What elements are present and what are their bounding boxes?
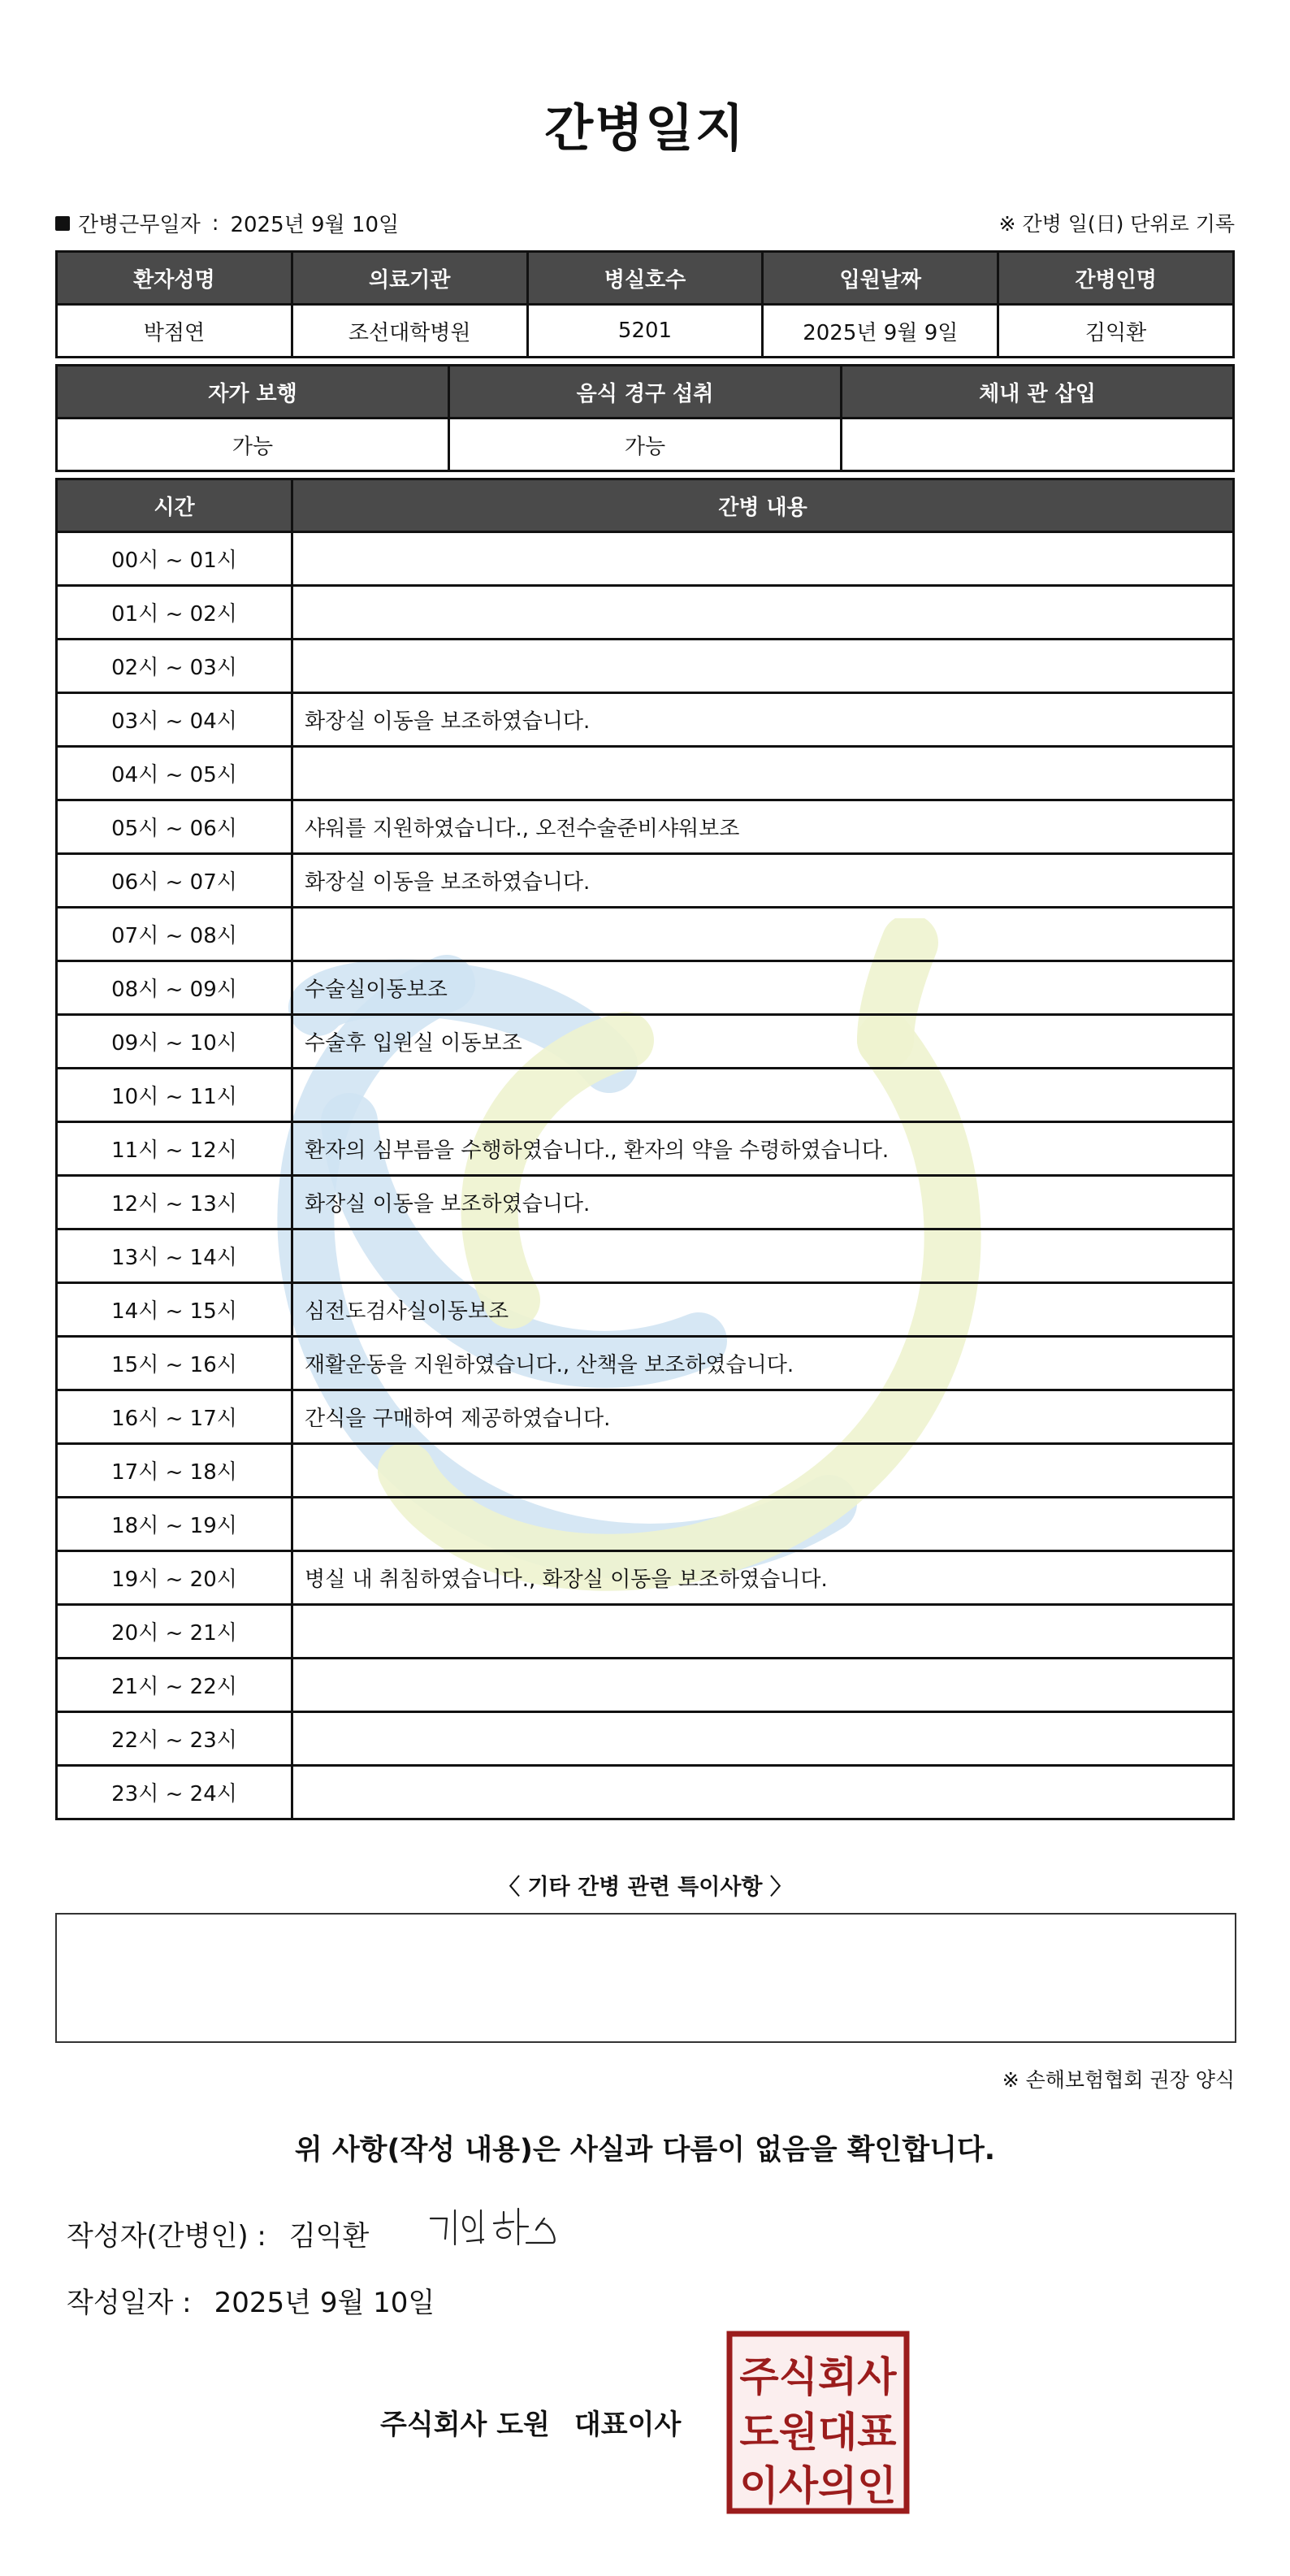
log-content-cell [292,747,1234,800]
table-row [57,1283,1234,1337]
table-row [57,1712,1234,1766]
room-number: 5201 [527,305,763,358]
log-content-cell [292,1712,1234,1766]
log-content-cell: 간식을 구매하여 제공하였습니다. [292,1390,1234,1444]
log-time-cell: 04시 ~ 05시 [57,747,292,800]
log-time-cell: 01시 ~ 02시 [57,586,292,640]
writer-name: 김익환 [288,2220,370,2253]
log-time-cell: 11시 ~ 12시 [57,1122,292,1176]
log-time-cell: 19시 ~ 20시 [57,1551,292,1605]
company-seal-stamp [726,2331,910,2514]
log-content-cell: 샤워를 지원하였습니다., 오전수술준비샤워보조 [292,800,1234,854]
log-time-cell: 05시 ~ 06시 [57,800,292,854]
table-row [57,961,1234,1015]
table-row [57,1176,1234,1229]
log-time-cell: 17시 ~ 18시 [57,1444,292,1498]
care-log-table [55,478,1235,1820]
log-header-content: 간병 내용 [292,479,1234,532]
written-date-line [67,2280,435,2320]
log-content-cell [292,1069,1234,1122]
work-date-value: 2025년 9월 10일 [230,213,400,237]
table-row [57,1015,1234,1069]
table-row [57,640,1234,693]
table-row [57,586,1234,640]
patient-name: 박점연 [57,305,292,358]
log-time-cell: 12시 ~ 13시 [57,1176,292,1229]
table-row [57,1659,1234,1712]
log-time-cell: 02시 ~ 03시 [57,640,292,693]
square-bullet-icon [55,216,70,231]
written-date-value: 2025년 9월 10일 [214,2287,435,2319]
info-header-patient-name: 환자성명 [57,252,292,305]
company-representative: 대표이사 [574,2409,682,2441]
log-header-time: 시간 [57,479,292,532]
writer-line [67,2214,369,2253]
notes-title: 〈 기타 간병 관련 특이사항 〉 [498,1875,792,1900]
confirmation-statement: 위 사항(작성 내용)은 사실과 다름이 없음을 확인합니다. [294,2134,996,2166]
log-content-cell: 재활운동을 지원하였습니다., 산책을 보조하였습니다. [292,1337,1234,1390]
seal-line-1: 주식회사 [739,2353,897,2400]
log-content-cell [292,1659,1234,1712]
log-content-cell: 수술후 입원실 이동보조 [292,1015,1234,1069]
log-time-cell: 10시 ~ 11시 [57,1069,292,1122]
table-row [57,1551,1234,1605]
patient-info-table [55,250,1235,358]
table-row [57,1122,1234,1176]
page-title: 간병일지 [544,98,746,158]
table-row [57,532,1234,586]
info-header-room: 병실호수 [527,252,763,305]
log-time-cell: 06시 ~ 07시 [57,854,292,908]
log-content-cell [292,1444,1234,1498]
writer-label: 작성자(간병인) : [67,2220,266,2253]
log-time-cell: 23시 ~ 24시 [57,1766,292,1819]
table-row [57,1069,1234,1122]
status-header-walking: 자가 보행 [57,366,449,418]
table-row [57,1605,1234,1659]
handwritten-signature [422,2194,569,2267]
log-time-cell: 07시 ~ 08시 [57,908,292,961]
log-content-cell [292,1605,1234,1659]
status-tube [842,418,1234,471]
admission-date: 2025년 9월 9일 [763,305,998,358]
log-time-cell: 21시 ~ 22시 [57,1659,292,1712]
seal-line-3: 이사의인 [739,2461,897,2509]
table-row [57,1229,1234,1283]
log-content-cell [292,1229,1234,1283]
info-header-caregiver: 간병인명 [998,252,1234,305]
log-content-cell [292,586,1234,640]
company-line [380,2402,681,2442]
info-header-hospital: 의료기관 [292,252,527,305]
work-date-label: 간병근무일자 [78,213,201,237]
work-date-line [55,208,399,238]
log-content-cell: 화장실 이동을 보조하였습니다. [292,854,1234,908]
status-oral-intake: 가능 [449,418,842,471]
table-row [57,1498,1234,1551]
unit-note: ※ 간병 일(日) 단위로 기록 [998,212,1235,236]
table-row [57,1390,1234,1444]
hospital-name: 조선대학병원 [292,305,527,358]
status-walking: 가능 [57,418,449,471]
status-header-tube: 체내 관 삽입 [842,366,1234,418]
log-content-cell: 수술실이동보조 [292,961,1234,1015]
log-content-cell [292,532,1234,586]
patient-status-table [55,364,1235,472]
log-content-cell: 화장실 이동을 보조하였습니다. [292,693,1234,747]
log-time-cell: 20시 ~ 21시 [57,1605,292,1659]
form-source-note: ※ 손해보험협회 권장 양식 [1002,2068,1235,2092]
seal-line-2: 도원대표 [739,2408,897,2456]
log-time-cell: 22시 ~ 23시 [57,1712,292,1766]
log-time-cell: 00시 ~ 01시 [57,532,292,586]
caregiver-name: 김익환 [998,305,1234,358]
log-content-cell: 심전도검사실이동보조 [292,1283,1234,1337]
log-content-cell [292,1766,1234,1819]
info-header-admission-date: 입원날짜 [763,252,998,305]
log-time-cell: 18시 ~ 19시 [57,1498,292,1551]
log-time-cell: 09시 ~ 10시 [57,1015,292,1069]
log-content-cell [292,640,1234,693]
table-row [57,854,1234,908]
log-content-cell [292,908,1234,961]
log-content-cell: 화장실 이동을 보조하였습니다. [292,1176,1234,1229]
log-time-cell: 03시 ~ 04시 [57,693,292,747]
table-row [57,1337,1234,1390]
table-row [57,1766,1234,1819]
log-content-cell [292,1498,1234,1551]
log-time-cell: 15시 ~ 16시 [57,1337,292,1390]
status-header-oral-intake: 음식 경구 섭취 [449,366,842,418]
table-row [57,747,1234,800]
table-row [57,693,1234,747]
table-row [57,1444,1234,1498]
log-time-cell: 13시 ~ 14시 [57,1229,292,1283]
log-content-cell: 병실 내 취침하였습니다., 화장실 이동을 보조하였습니다. [292,1551,1234,1605]
table-row [57,908,1234,961]
log-time-cell: 14시 ~ 15시 [57,1283,292,1337]
notes-box [55,1913,1236,2043]
written-date-label: 작성일자 : [67,2287,192,2319]
log-time-cell: 16시 ~ 17시 [57,1390,292,1444]
table-row [57,800,1234,854]
log-time-cell: 08시 ~ 09시 [57,961,292,1015]
separator: : [211,210,219,236]
log-content-cell: 환자의 심부름을 수행하였습니다., 환자의 약을 수령하였습니다. [292,1122,1234,1176]
company-name: 주식회사 도원 [380,2409,550,2441]
